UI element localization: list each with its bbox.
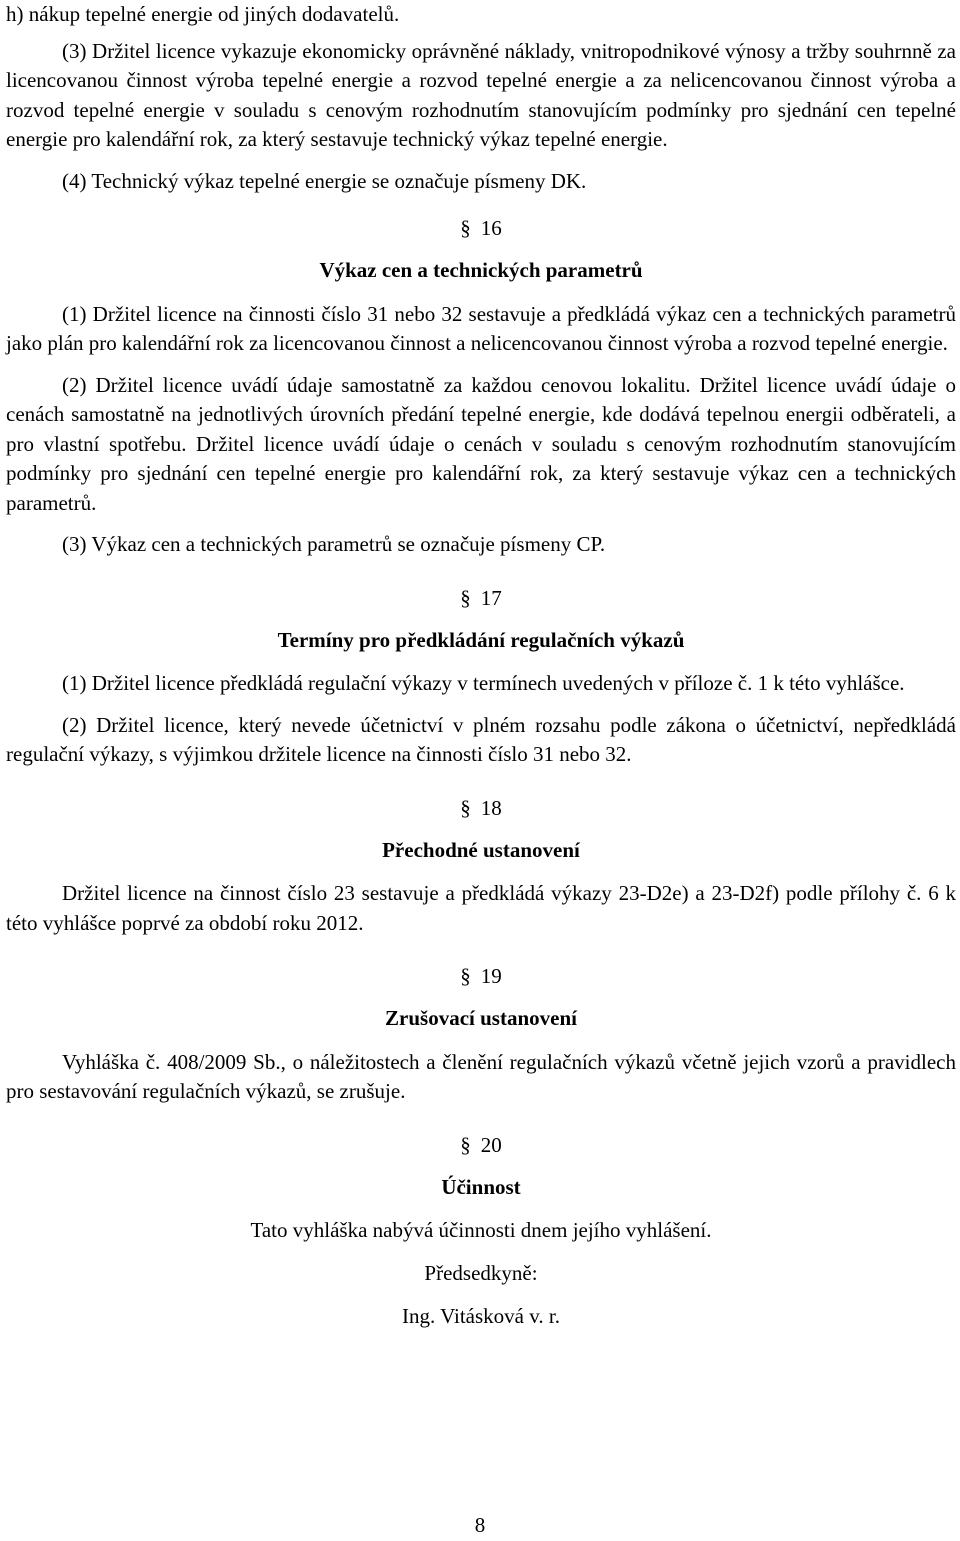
section-number [6, 214, 956, 244]
section-number-value: 20 [480, 1132, 502, 1157]
section-16 [6, 214, 956, 560]
section-title: Termíny pro předkládání regulačních výkazů [277, 627, 685, 652]
section-17 [6, 584, 956, 770]
section-symbol: § [460, 585, 471, 610]
section-number [6, 1131, 956, 1161]
section-paragraph: Držitel licence na činnost číslo 23 sestavuje a předkládá výkazy 23-D2e) a 23-D2f) podle přílohy č. 6 k této vyhlášce poprvé za období roku 2012. [6, 881, 956, 935]
signatory: Ing. Vitásková v. r. [402, 1304, 560, 1328]
section-symbol: § [460, 216, 471, 240]
document-page [6, 0, 956, 1332]
section-paragraph: (1) Držitel licence předkládá regulační výkazy v termínech uvedených v příloze č. 1 k této vyhlášce. [62, 671, 905, 695]
effect-statement: Tato vyhláška nabývá účinnosti dnem jejího vyhlášení. [250, 1218, 712, 1242]
section-number [6, 584, 956, 614]
section-paragraph: Vyhláška č. 408/2009 Sb., o náležitostech a členění regulačních výkazů včetně jejich vzorů a pravidlech pro sestavování regulačních výkazů, se zrušuje. [6, 1049, 956, 1103]
section-18 [6, 794, 956, 939]
section-number-value: 17 [480, 585, 502, 610]
page-number: 8 [474, 1513, 486, 1537]
section-title: Výkaz cen a technických parametrů [319, 258, 643, 282]
section-number-value: 19 [480, 964, 502, 988]
section-number [6, 794, 956, 824]
section-paragraph: (2) Držitel licence, který nevede účetnictví v plném rozsahu podle zákona o účetnictví, nepředkládá regulační výkazy, s výjimkou držitele licence na činnosti číslo 31 nebo 32. [6, 712, 956, 766]
paragraph-3: (3) Držitel licence vykazuje ekonomicky oprávněné náklady, vnitropodnikové výnosy a tržby souhrnně za licencovanou činnost výroba tepelné energie a rozvod tepelné energie a za nelicencovanou činnost výroba a rozvod tepelné energie v souladu s cenovým rozhodnutím stanovujícím podmínky pro sjednání cen tepelné energie pro kalendářní rok, za který sestavuje technický výkaz tepelné energie. [6, 38, 956, 151]
section-symbol: § [460, 1132, 471, 1157]
item-h: h) nákup tepelné energie od jiných dodavatelů. [6, 2, 400, 26]
section-title: Přechodné ustanovení [382, 837, 580, 862]
section-19 [6, 962, 956, 1107]
paragraph-4: (4) Technický výkaz tepelné energie se označuje písmeny DK. [62, 168, 587, 193]
section-symbol: § [460, 964, 471, 988]
section-number-value: 16 [480, 216, 502, 240]
chair-label: Předsedkyně: [424, 1260, 538, 1285]
section-paragraph: (1) Držitel licence na činnosti číslo 31 nebo 32 sestavuje a předkládá výkaz cen a technických parametrů jako plán pro kalendářní rok za licencovanou činnost a nelicencovanou činnost výroba a rozvod tepelné energie. [6, 301, 956, 355]
section-20 [6, 1131, 956, 1332]
section-title: Zrušovací ustanovení [385, 1006, 577, 1030]
section-paragraph: (3) Výkaz cen a technických parametrů se označuje písmeny CP. [62, 532, 606, 556]
section-number [6, 962, 956, 992]
section-symbol: § [460, 795, 471, 820]
section-number-value: 18 [480, 795, 502, 820]
section-paragraph: (2) Držitel licence uvádí údaje samostatně za každou cenovou lokalitu. Držitel licence uvádí údaje o cenách samostatně na jednotlivých úrovních předání tepelné energie, kde dodává tepelnou energii odběrateli, a pro vlastní spotřebu. Držitel licence uvádí údaje o cenách v souladu s cenovým rozhodnutím stanovujícím podmínky pro sjednání cen tepelné energie pro kalendářní rok, za který sestavuje výkaz cen a technických parametrů. [6, 372, 956, 515]
section-title: Účinnost [441, 1174, 521, 1199]
